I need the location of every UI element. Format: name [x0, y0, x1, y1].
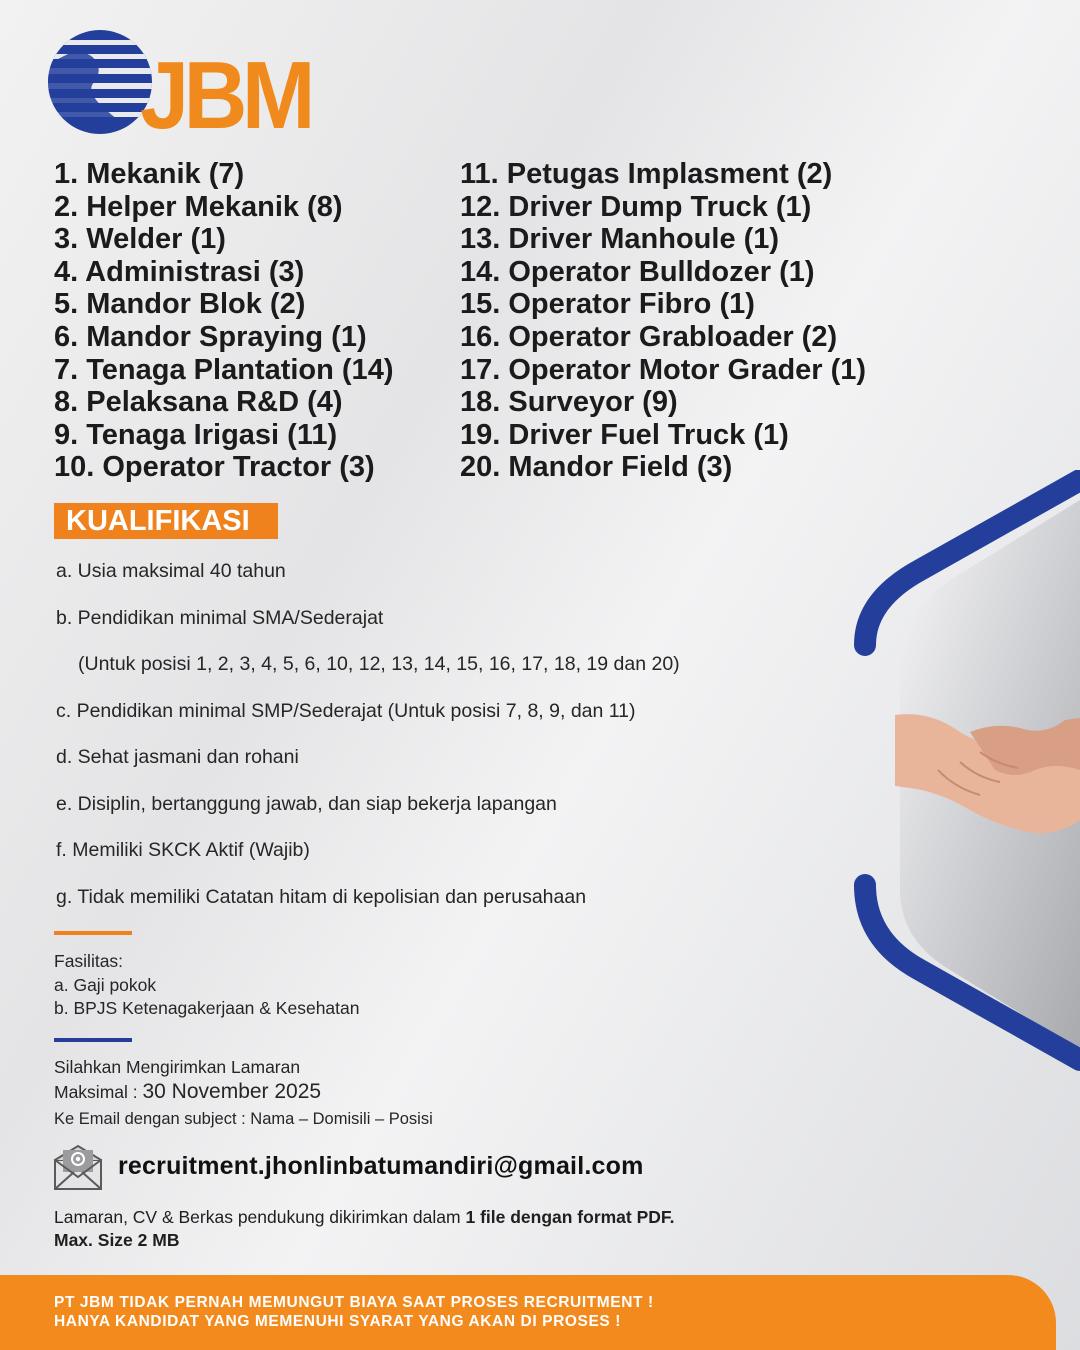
job-item: 6. Mandor Spraying (1)	[54, 320, 367, 353]
job-item: 17. Operator Motor Grader (1)	[460, 353, 867, 386]
job-item: 4. Administrasi (3)	[54, 255, 305, 288]
company-logo	[48, 24, 310, 149]
job-item: 18. Surveyor (9)	[460, 386, 678, 419]
apply-instruction: Silahkan Mengirimkan Lamaran	[54, 1057, 301, 1077]
list-item: g. Tidak memiliki Catatan hitam di kepolisian dan perusahaan	[56, 885, 587, 908]
list-item: a. Gaji pokok	[54, 974, 157, 995]
job-item: 9. Tenaga Irigasi (11)	[54, 418, 338, 451]
list-item: b. Pendidikan minimal SMA/Sederajat	[56, 606, 384, 629]
email-address[interactable]: recruitment.jhonlinbatumandiri@gmail.com	[118, 1152, 644, 1180]
fasilitas-title: Fasilitas:	[54, 951, 124, 971]
divider-blue	[54, 1038, 132, 1042]
job-item: 1. Mekanik (7)	[54, 158, 245, 190]
list-item: (Untuk posisi 1, 2, 3, 4, 5, 6, 10, 12, 13, 14, 15, 16, 17, 18, 19 dan 20)	[78, 653, 680, 675]
logo-text: JBM	[140, 42, 310, 149]
job-item: 12. Driver Dump Truck (1)	[460, 190, 812, 223]
footer-line-2: HANYA KANDIDAT YANG MEMENUHI SYARAT YANG AKAN DI PROSES !	[54, 1313, 622, 1330]
job-item: 2. Helper Mekanik (8)	[54, 190, 343, 223]
email-subject-format: Ke Email dengan subject : Nama – Domisili – Posisi	[54, 1110, 433, 1128]
job-item: 7. Tenaga Plantation (14)	[54, 353, 394, 386]
job-item: 15. Operator Fibro (1)	[460, 288, 755, 321]
job-item: 13. Driver Manhoule (1)	[460, 223, 780, 256]
job-item: 8. Pelaksana R&D (4)	[54, 386, 343, 419]
job-item: 11. Petugas Implasment (2)	[460, 158, 833, 190]
note-bold-text: 1 file dengan format PDF.	[465, 1207, 675, 1227]
kualifikasi-list	[56, 560, 680, 932]
job-item: 20. Mandor Field (3)	[460, 451, 733, 484]
job-list-right	[460, 158, 866, 484]
job-item: 14. Operator Bulldozer (1)	[460, 255, 815, 288]
list-item: a. Usia maksimal 40 tahun	[56, 560, 286, 582]
job-item: 5. Mandor Blok (2)	[54, 288, 306, 321]
deadline	[54, 1078, 433, 1106]
list-item: e. Disiplin, bertanggung jawab, dan siap bekerja lapangan	[56, 792, 557, 815]
fasilitas-section	[54, 950, 360, 1021]
deadline-date: 30 November 2025	[142, 1080, 322, 1103]
deadline-label: Maksimal :	[54, 1082, 143, 1102]
max-size: Max. Size 2 MB	[54, 1230, 180, 1250]
job-item: 16. Operator Grabloader (2)	[460, 320, 838, 353]
envelope-icon	[54, 1144, 102, 1190]
submission-note	[54, 1206, 675, 1252]
job-list-left	[54, 158, 393, 484]
handshake-decoration	[820, 470, 1080, 1110]
list-item: b. BPJS Ketenagakerjaan & Kesehatan	[54, 998, 360, 1018]
job-item: 19. Driver Fuel Truck (1)	[460, 418, 789, 451]
job-item: 10. Operator Tractor (3)	[54, 451, 375, 484]
kualifikasi-heading: KUALIFIKASI	[54, 503, 278, 539]
footer-text	[54, 1293, 654, 1331]
divider-orange	[54, 931, 132, 935]
list-item: d. Sehat jasmani dan rohani	[56, 746, 299, 768]
job-item: 3. Welder (1)	[54, 223, 226, 256]
application-info	[54, 1056, 433, 1132]
list-item: f. Memiliki SKCK Aktif (Wajib)	[56, 839, 310, 861]
list-item: c. Pendidikan minimal SMP/Sederajat (Untuk posisi 7, 8, 9, dan 11)	[56, 699, 636, 722]
note-text: Lamaran, CV & Berkas pendukung dikirimkan dalam	[54, 1207, 466, 1227]
footer-line-1: PT JBM TIDAK PERNAH MEMUNGUT BIAYA SAAT PROSES RECRUITMENT !	[54, 1294, 654, 1311]
